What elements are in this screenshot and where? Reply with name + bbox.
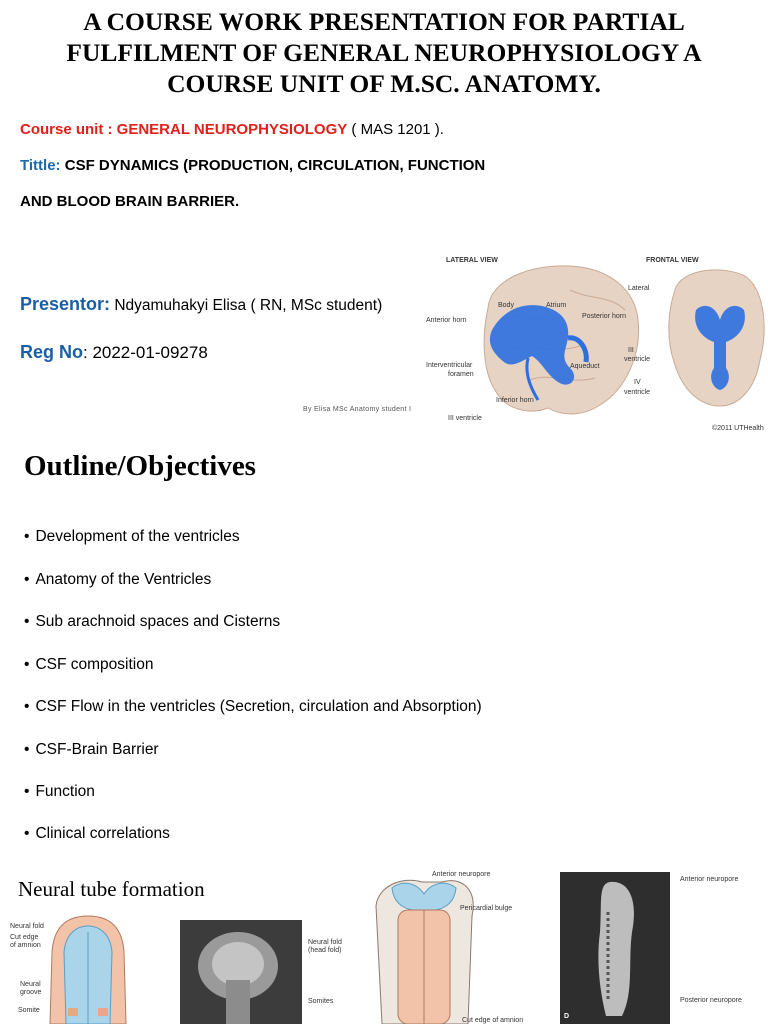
- outline-item: • CSF-Brain Barrier: [24, 741, 159, 759]
- fig4-posterior-neuropore: Posterior neuropore: [680, 997, 742, 1004]
- label-interventricular: Interventricular: [426, 362, 473, 369]
- outline-item: • Sub arachnoid spaces and Cisterns: [24, 613, 280, 631]
- title-row-2: [20, 193, 239, 210]
- fig1-neural: Neural: [20, 981, 41, 988]
- label-body: Body: [498, 302, 514, 309]
- fig3-anterior-neuropore: Anterior neuropore: [432, 871, 491, 878]
- label-copyright: ©2011 UTHealth: [712, 425, 764, 432]
- brain-ventricles-figure: [420, 250, 768, 435]
- fig1-cut-edge: Cut edge: [10, 934, 39, 941]
- title-row: [20, 157, 485, 174]
- embryo-photo-figure: [180, 920, 352, 1024]
- title-line-2: FULFILMENT OF GENERAL NEUROPHYSIOLOGY A: [66, 38, 702, 67]
- fig1-somite: Somite: [18, 1007, 40, 1014]
- course-unit-code: ( MAS 1201 ).: [347, 121, 444, 138]
- credit-text: By Elisa MSc Anatomy student I: [303, 406, 412, 413]
- neural-groove-figure: [10, 912, 170, 1024]
- fig1-neural-fold: Neural fold: [10, 923, 44, 930]
- fig4-anterior-neuropore: Anterior neuropore: [680, 876, 739, 883]
- outline-item: • CSF composition: [24, 656, 153, 674]
- label-ventricle: ventricle: [624, 356, 651, 363]
- label-iii-ventricle: III ventricle: [448, 415, 482, 422]
- reg-label: Reg No: [20, 342, 83, 362]
- fig2-neural-fold: Neural fold: [308, 939, 342, 946]
- reg-row: [20, 342, 208, 363]
- label-atrium: Atrium: [546, 302, 567, 309]
- course-unit-label: Course unit :: [20, 121, 117, 138]
- label-iii: III: [628, 347, 634, 354]
- course-unit-row: [20, 121, 444, 138]
- fig1-groove: groove: [20, 989, 42, 996]
- label-anterior-horn: Anterior horn: [426, 317, 467, 324]
- outline-item: • Development of the ventricles: [24, 528, 240, 546]
- outline-item: • CSF Flow in the ventricles (Secretion, circulation and Absorption): [24, 698, 482, 716]
- label-inferior-horn: Inferior horn: [496, 397, 534, 404]
- title-line-1: A COURSE WORK PRESENTATION FOR PARTIAL: [83, 7, 685, 36]
- fig4-letter: D: [564, 1013, 570, 1020]
- embryo-dorsal-figure: [362, 866, 542, 1024]
- fig1-of-amnion: of amnion: [10, 942, 41, 949]
- title-label: Tittle:: [20, 157, 65, 174]
- label-lateral: Lateral: [628, 285, 650, 292]
- neural-tube-heading: Neural tube formation: [18, 877, 205, 901]
- title-line-b: AND BLOOD BRAIN BARRIER.: [20, 193, 240, 210]
- presenter-row: [20, 294, 382, 315]
- course-unit-name: GENERAL NEUROPHYSIOLOGY: [116, 121, 348, 138]
- fig2-somites: Somites: [308, 998, 334, 1005]
- outline-item: • Anatomy of the Ventricles: [24, 571, 211, 589]
- presenter-value: Ndyamuhakyi Elisa ( RN, MSc student): [110, 297, 383, 314]
- outline-item: • Function: [24, 783, 95, 801]
- embryo-lateral-photo-figure: [560, 872, 768, 1024]
- fig2-head-fold: (head fold): [308, 947, 342, 954]
- fig3-pericardial-bulge: Pericardial bulge: [460, 905, 513, 912]
- reg-value: : 2022-01-09278: [83, 343, 208, 362]
- label-ventricle-2: ventricle: [624, 389, 651, 396]
- label-iv: IV: [634, 379, 641, 386]
- label-aqueduct: Aqueduct: [570, 363, 600, 370]
- page-title: [10, 6, 758, 99]
- outline-heading: Outline/Objectives: [24, 450, 256, 482]
- presenter-label: Presentor:: [20, 294, 111, 314]
- title-line-3: COURSE UNIT OF M.SC. ANATOMY.: [167, 69, 601, 98]
- label-posterior-horn: Posterior horn: [582, 313, 626, 320]
- lateral-view-title: LATERAL VIEW: [446, 257, 498, 264]
- fig3-cut-edge: Cut edge of amnion: [462, 1017, 524, 1024]
- outline-item: • Clinical correlations: [24, 825, 170, 843]
- title-line-a: CSF DYNAMICS (PRODUCTION, CIRCULATION, FUNCTION: [64, 157, 486, 174]
- frontal-view-title: FRONTAL VIEW: [646, 257, 699, 264]
- label-foramen: foramen: [448, 371, 474, 378]
